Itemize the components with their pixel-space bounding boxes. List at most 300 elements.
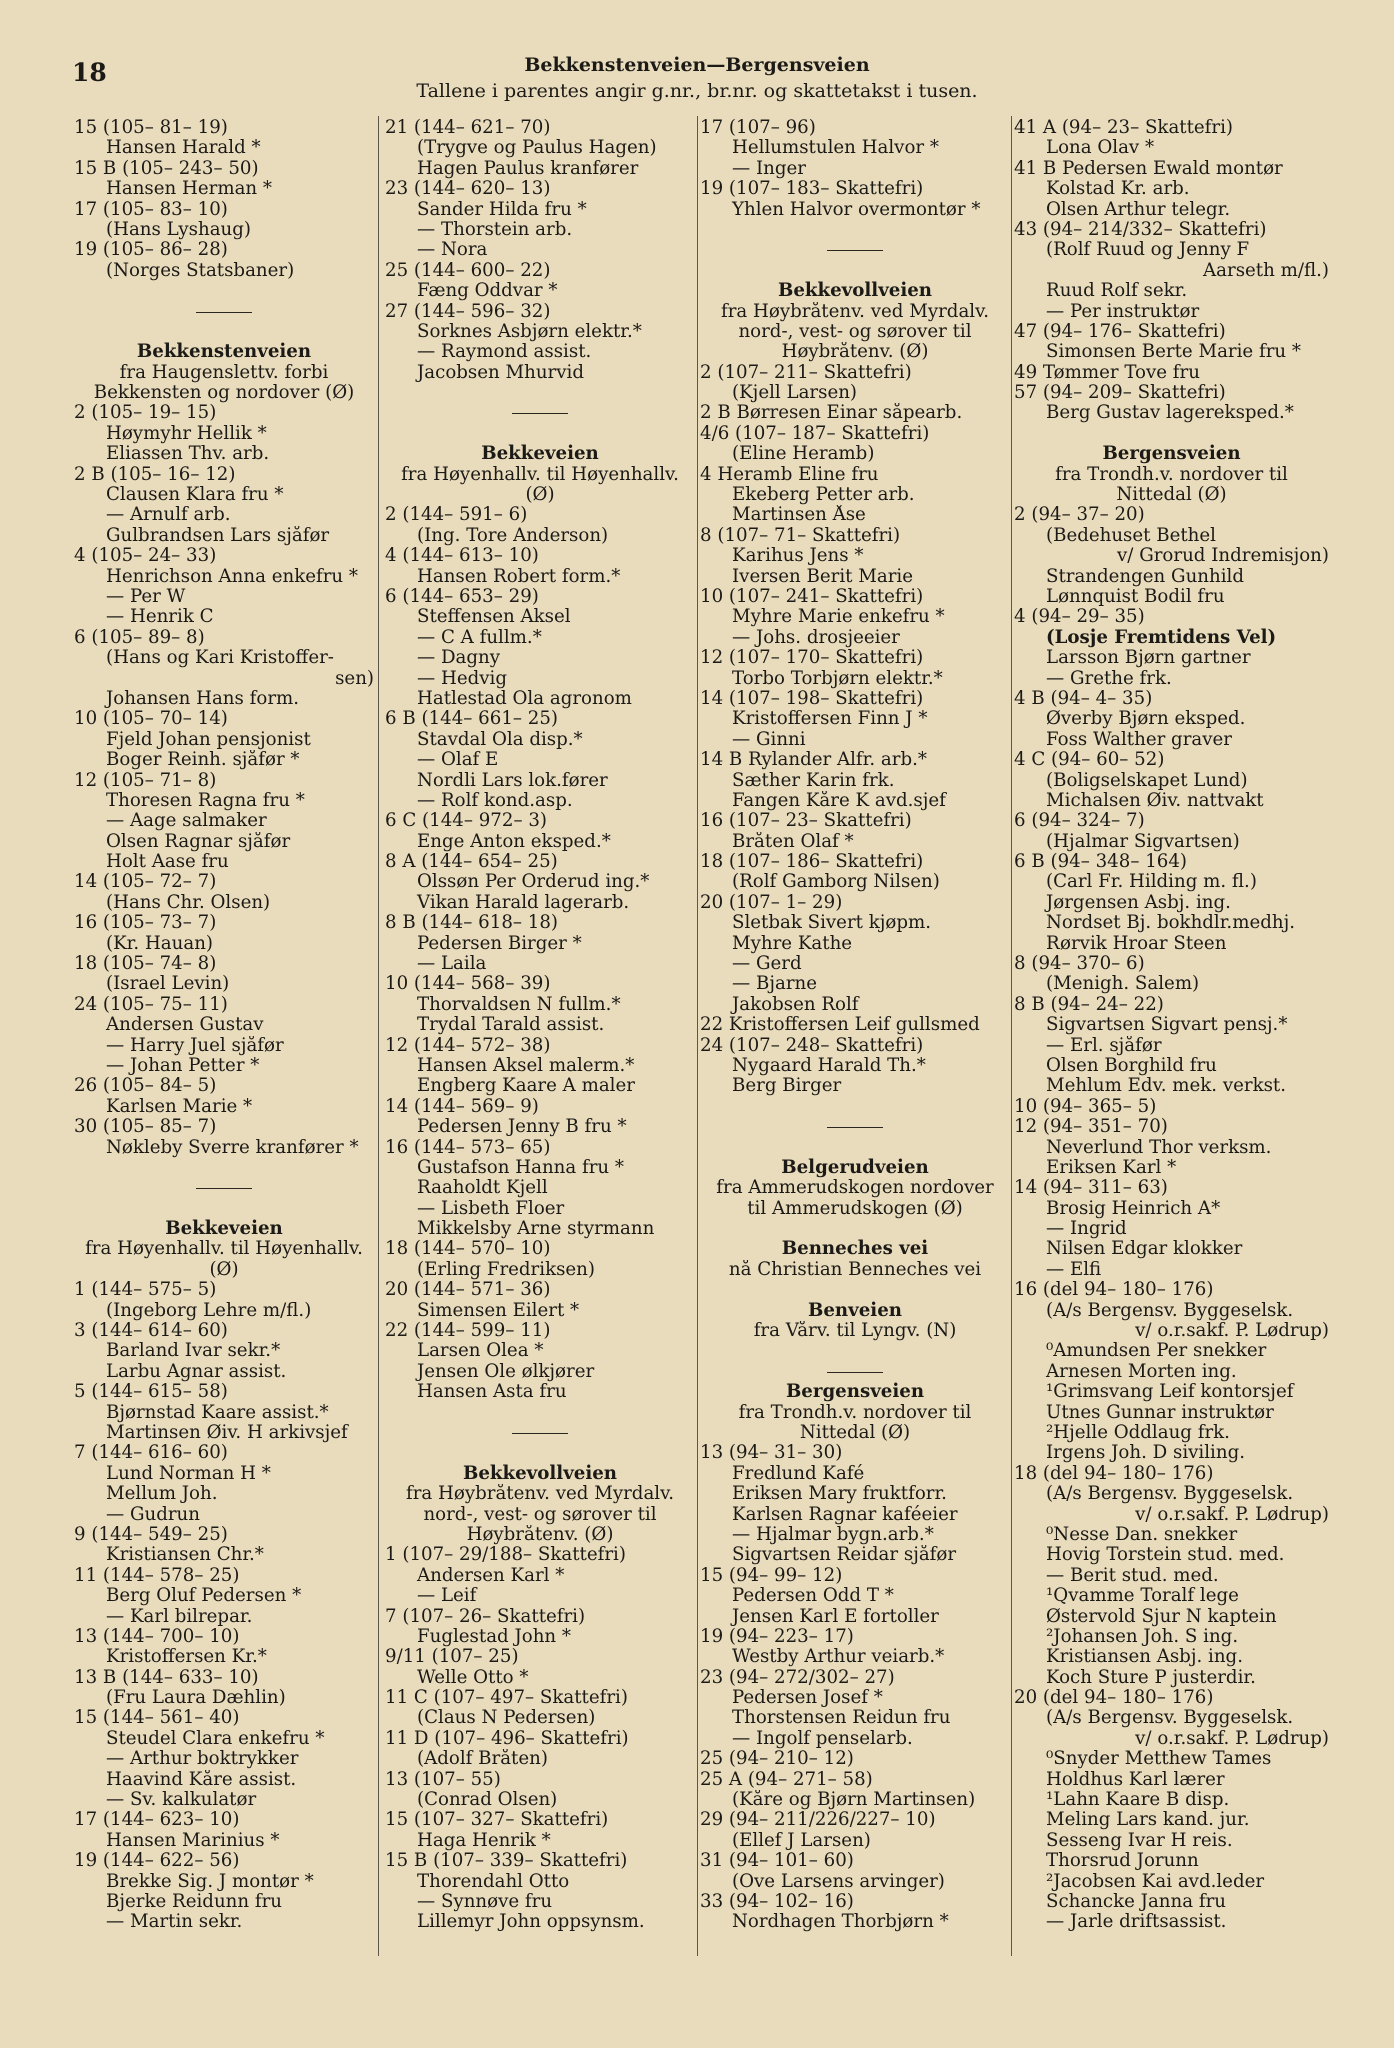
entry-line: — Ginni xyxy=(732,729,806,750)
street-description: fra Ammerudskogen nordover xyxy=(716,1178,994,1199)
entry-line: 2 (107– 211– Skattefri) xyxy=(700,362,912,383)
entry-line: — Martin sekr. xyxy=(106,1912,243,1933)
entry-line: — Johs. drosjeeier xyxy=(732,627,900,648)
entry-line: (Erling Fredriksen) xyxy=(417,1259,595,1280)
entry-line: Lønnquist Bodil fru xyxy=(1046,586,1225,607)
directory-column-2 xyxy=(385,118,695,1933)
spacer xyxy=(700,1280,1010,1300)
entry-line: Trydal Tarald assist. xyxy=(417,1015,605,1036)
entry-line: 23 (94– 272/302– 27) xyxy=(700,1667,895,1688)
street-description: fra Høybråtenv. ved Myrdalv. xyxy=(720,301,990,322)
entry-line: Mehlum Edv. mek. verkst. xyxy=(1046,1076,1287,1097)
entry-line: — Raymond assist. xyxy=(417,342,592,363)
entry-line: Koch Sture P justerdir. xyxy=(1046,1667,1256,1688)
entry-line: Sletbak Sivert kjøpm. xyxy=(732,913,932,934)
entry-line: Thoresen Ragna fru * xyxy=(106,790,305,811)
entry-line: 2 (105– 19– 15) xyxy=(74,403,217,424)
entry-line: 4/6 (107– 187– Skattefri) xyxy=(700,423,930,444)
entry-line: Hansen Asta fru xyxy=(417,1382,567,1403)
entry-line: Haga Henrik * xyxy=(417,1830,551,1851)
entry-line: Steffensen Aksel xyxy=(417,607,571,628)
entry-line: 8 A (144– 654– 25) xyxy=(385,852,558,873)
entry-line: Thorstensen Reidun fru xyxy=(732,1708,951,1729)
entry-line: (Hans og Kari Kristoffer- xyxy=(106,648,334,669)
entry-line: Haavind Kåre assist. xyxy=(106,1769,297,1790)
entry-line: 18 (105– 74– 8) xyxy=(74,954,217,975)
street-description: nord-, vest- og sørover til xyxy=(423,1504,657,1525)
entry-line: Bjerke Reidunn fru xyxy=(106,1891,283,1912)
entry-line: 12 (94– 351– 70) xyxy=(1014,1117,1168,1138)
entry-line: Hagen Paulus kranfører xyxy=(417,158,639,179)
entry-line: (Kr. Hauan) xyxy=(106,933,214,954)
entry-line: Hatlestad Ola agronom xyxy=(417,688,632,709)
entry-line: Pedersen Birger * xyxy=(417,933,582,954)
entry-line: 15 B (105– 243– 50) xyxy=(74,158,259,179)
street-description: fra Vårv. til Lyngv. (N) xyxy=(753,1321,957,1342)
entry-line: Fuglestad John * xyxy=(417,1626,572,1647)
street-description: nå Christian Benneches vei xyxy=(728,1259,982,1280)
entry-line: 11 D (107– 496– Skattefri) xyxy=(385,1728,629,1749)
entry-line: — Sv. kalkulatør xyxy=(106,1790,257,1811)
entry-line: ⁰Nesse Dan. snekker xyxy=(1046,1524,1238,1545)
entry-line: Eriksen Karl * xyxy=(1046,1157,1177,1178)
entry-line: Meling Lars kand. jur. xyxy=(1046,1810,1250,1831)
spacer xyxy=(1014,424,1329,444)
entry-line: Ekeberg Petter arb. xyxy=(732,485,915,506)
entry-line: Utnes Gunnar instruktør xyxy=(1046,1402,1274,1423)
entry-line: Brosig Heinrich A* xyxy=(1046,1198,1221,1219)
entry-line: 2 B (105– 16– 12) xyxy=(74,464,236,485)
street-heading: Bekkevollveien xyxy=(462,1463,618,1484)
section-divider xyxy=(385,403,695,423)
entry-line: 22 (144– 599– 11) xyxy=(385,1321,551,1342)
street-heading: Bekkeveien xyxy=(481,444,599,465)
entry-line: Høymyhr Hellik * xyxy=(106,423,267,444)
street-description: fra Haugenslettv. forbi xyxy=(119,362,329,383)
entry-line: — Nora xyxy=(417,240,488,261)
entry-line: Foss Walther graver xyxy=(1046,729,1232,750)
entry-line: 2 B Børresen Einar såpearb. xyxy=(700,403,963,424)
entry-line: Vikan Harald lagerarb. xyxy=(417,892,630,913)
entry-line: Fangen Kåre K avd.sjef xyxy=(732,790,946,811)
entry-line: 57 (94– 209– Skattefri) xyxy=(1014,383,1226,404)
entry-line: Holt Aase fru xyxy=(106,852,229,873)
spacer xyxy=(700,1138,1010,1158)
entry-line: Lillemyr John oppsynsm. xyxy=(417,1912,645,1933)
entry-line: Hansen Herman * xyxy=(106,179,273,200)
entry-line: (Ellef J Larsen) xyxy=(732,1830,871,1851)
entry-line: Hellumstulen Halvor * xyxy=(732,138,939,159)
entry-line: — Harry Juel sjåfør xyxy=(106,1035,284,1056)
entry-line: Barland Ivar sekr.* xyxy=(106,1341,281,1362)
entry-line: (Kjell Larsen) xyxy=(732,383,858,404)
entry-line: Yhlen Halvor overmontør * xyxy=(732,199,981,220)
entry-line: — Berit stud. med. xyxy=(1046,1565,1219,1586)
column-divider xyxy=(1011,116,1012,1956)
entry-line: (Hans Lyshaug) xyxy=(106,219,252,240)
section-divider xyxy=(700,240,1010,260)
entry-line: — Ingrid xyxy=(1046,1219,1127,1240)
entry-line: 8 (94– 370– 6) xyxy=(1014,954,1145,975)
entry-line: Sorknes Asbjørn elektr.* xyxy=(417,321,642,342)
entry-line: ¹Lahn Kaare B disp. xyxy=(1046,1790,1230,1811)
entry-line: Arnesen Morten ing. xyxy=(1046,1361,1237,1382)
entry-line: 25 A (94– 271– 58) xyxy=(700,1769,873,1790)
entry-line: Westby Arthur veiarb.* xyxy=(732,1647,945,1668)
entry-line: (Ing. Tore Anderson) xyxy=(417,525,609,546)
entry-line: Hansen Robert form.* xyxy=(417,566,621,587)
entry-line: ¹Qvamme Toralf lege xyxy=(1046,1586,1239,1607)
entry-line: (Israel Levin) xyxy=(106,974,230,995)
street-description: fra Høybråtenv. ved Myrdalv. xyxy=(405,1484,675,1505)
entry-line: Brekke Sig. J montør * xyxy=(106,1871,314,1892)
entry-line: 14 (105– 72– 7) xyxy=(74,872,217,893)
entry-line: 16 (144– 573– 65) xyxy=(385,1137,551,1158)
entry-line: Gulbrandsen Lars sjåfør xyxy=(106,525,330,546)
entry-line: 18 (107– 186– Skattefri) xyxy=(700,852,924,873)
entry-line: Holdhus Karl lærer xyxy=(1046,1769,1225,1790)
entry-line: 14 (144– 569– 9) xyxy=(385,1096,539,1117)
entry-line: 6 C (144– 972– 3) xyxy=(385,811,547,832)
entry-line: — Henrik C xyxy=(106,607,214,628)
entry-line: 24 (107– 248– Skattefri) xyxy=(700,1035,924,1056)
entry-line: Olsen Ragnar sjåfør xyxy=(106,831,291,852)
entry-line: — Karl bilrepar. xyxy=(106,1606,253,1627)
entry-line: 16 (del 94– 180– 176) xyxy=(1014,1280,1214,1301)
entry-line: 20 (144– 571– 36) xyxy=(385,1280,551,1301)
spacer xyxy=(385,424,695,444)
entry-line: Bjørnstad Kaare assist.* xyxy=(106,1402,329,1423)
entry-line: Henrichson Anna enkefru * xyxy=(106,566,358,587)
entry-line: Lund Norman H * xyxy=(106,1463,271,1484)
entry-line: (Losje Fremtidens Vel) xyxy=(1046,627,1277,648)
entry-line: 29 (94– 211/226/227– 10) xyxy=(700,1810,936,1831)
entry-line: (A/s Bergensv. Byggeselsk. xyxy=(1046,1708,1294,1729)
entry-line: 14 (94– 311– 63) xyxy=(1014,1178,1168,1199)
street-description: fra Trondh.v. nordover til xyxy=(738,1402,972,1423)
entry-line: — Johan Petter * xyxy=(106,1055,260,1076)
entry-line: — Dagny xyxy=(417,648,501,669)
entry-line: Michalsen Øiv. nattvakt xyxy=(1046,790,1264,811)
entry-line: — Olaf E xyxy=(417,750,499,771)
street-description: nord-, vest- og sørover til xyxy=(738,321,972,342)
entry-line: Jakobsen Rolf xyxy=(732,994,859,1015)
entry-line: — Laila xyxy=(417,954,487,975)
entry-line: Mikkelsby Arne styrmann xyxy=(417,1219,655,1240)
entry-line: Olsen Borghild fru xyxy=(1046,1055,1217,1076)
entry-line: 15 (144– 561– 40) xyxy=(74,1708,240,1729)
entry-line: Sesseng Ivar H reis. xyxy=(1046,1830,1233,1851)
entry-line: Fredlund Kafé xyxy=(732,1463,865,1484)
entry-line: — Inger xyxy=(732,158,806,179)
entry-line: 13 B (144– 633– 10) xyxy=(74,1667,259,1688)
column-divider xyxy=(378,116,379,1956)
entry-line: Hansen Marinius * xyxy=(106,1830,280,1851)
entry-line: Aarseth m/fl.) xyxy=(1203,260,1329,281)
street-description: Bekkensten og nordover (Ø) xyxy=(93,383,355,404)
entry-line: Eliassen Thv. arb. xyxy=(106,444,270,465)
entry-line: (Norges Statsbaner) xyxy=(106,260,295,281)
entry-line: (Boligselskapet Lund) xyxy=(1046,770,1248,791)
entry-line: Thorendahl Otto xyxy=(417,1871,570,1892)
entry-line: 18 (del 94– 180– 176) xyxy=(1014,1463,1214,1484)
section-divider xyxy=(74,302,374,322)
entry-line: 49 Tømmer Tove fru xyxy=(1014,362,1200,383)
entry-line: Simonsen Berte Marie fru * xyxy=(1046,342,1301,363)
entry-line: 41 A (94– 23– Skattefri) xyxy=(1014,118,1234,138)
entry-line: 3 (144– 614– 60) xyxy=(74,1321,228,1342)
entry-line: — Jarle driftsassist. xyxy=(1046,1912,1227,1933)
entry-line: Sigvartsen Reidar sjåfør xyxy=(732,1545,957,1566)
entry-line: 25 (144– 600– 22) xyxy=(385,260,551,281)
entry-line: — Ingolf penselarb. xyxy=(732,1728,913,1749)
street-description: (Ø) xyxy=(525,485,555,506)
entry-line: Kristiansen Chr.* xyxy=(106,1545,264,1566)
directory-column-1 xyxy=(74,118,374,1933)
entry-line: (Hans Chr. Olsen) xyxy=(106,892,271,913)
entry-line: 4 C (94– 60– 52) xyxy=(1014,750,1165,771)
entry-line: 14 (107– 198– Skattefri) xyxy=(700,688,924,709)
entry-line: 2 (144– 591– 6) xyxy=(385,505,528,526)
entry-line: 21 (144– 621– 70) xyxy=(385,118,551,138)
entry-line: 6 (144– 653– 29) xyxy=(385,586,539,607)
street-heading: Bekkenstenveien xyxy=(136,342,312,363)
street-heading: Bergensveien xyxy=(785,1382,925,1403)
entry-line: (A/s Bergensv. Byggeselsk. xyxy=(1046,1484,1294,1505)
column-divider xyxy=(697,116,698,1956)
entry-line: Nordhagen Thorbjørn * xyxy=(732,1912,949,1933)
entry-line: Nordset Bj. bokhdlr.medhj. xyxy=(1046,913,1296,934)
entry-line: Kolstad Kr. arb. xyxy=(1046,179,1190,200)
entry-line: Andersen Karl * xyxy=(417,1565,565,1586)
entry-line: (Claus N Pedersen) xyxy=(417,1708,596,1729)
spacer xyxy=(74,1199,374,1219)
entry-line: Ruud Rolf sekr. xyxy=(1046,281,1188,302)
entry-line: Nilsen Edgar klokker xyxy=(1046,1239,1243,1260)
entry-line: Nøkleby Sverre kranfører * xyxy=(106,1137,359,1158)
entry-line: Sander Hilda fru * xyxy=(417,199,587,220)
entry-line: 1 (144– 575– 5) xyxy=(74,1280,217,1301)
entry-line: 13 (144– 700– 10) xyxy=(74,1626,240,1647)
section-divider xyxy=(700,1117,1010,1137)
entry-line: 25 (94– 210– 12) xyxy=(700,1749,854,1770)
entry-line: Martinsen Åse xyxy=(732,505,866,526)
entry-line: sen) xyxy=(335,668,374,689)
entry-line: Larsen Olea * xyxy=(417,1341,544,1362)
entry-line: 30 (105– 85– 7) xyxy=(74,1117,217,1138)
street-heading: Benneches vei xyxy=(781,1239,929,1260)
entry-line: 8 B (144– 618– 18) xyxy=(385,913,559,934)
entry-line: (Rolf Ruud og Jenny F xyxy=(1046,240,1250,261)
entry-line: — Arnulf arb. xyxy=(106,505,231,526)
entry-line: Boger Reinh. sjåfør * xyxy=(106,750,300,771)
entry-line: Karihus Jens * xyxy=(732,546,864,567)
entry-line: 12 (107– 170– Skattefri) xyxy=(700,648,924,669)
entry-line: 15 (107– 327– Skattefri) xyxy=(385,1810,609,1831)
entry-line: ²Hjelle Oddlaug frk. xyxy=(1046,1423,1230,1443)
entry-line: 47 (94– 176– Skattefri) xyxy=(1014,321,1226,342)
entry-line: 10 (105– 70– 14) xyxy=(74,709,228,730)
entry-line: — Leif xyxy=(417,1586,477,1607)
entry-line: (Conrad Olsen) xyxy=(417,1790,558,1811)
entry-line: 4 (94– 29– 35) xyxy=(1014,607,1145,628)
entry-line: 4 Heramb Eline fru xyxy=(700,464,879,485)
entry-line: ⁰Amundsen Per snekker xyxy=(1046,1341,1267,1362)
entry-line: Jensen Ole ølkjører xyxy=(417,1361,595,1382)
entry-line: Schancke Janna fru xyxy=(1046,1891,1226,1912)
entry-line: 12 (105– 71– 8) xyxy=(74,770,217,791)
entry-line: 16 (107– 23– Skattefri) xyxy=(700,811,912,832)
entry-line: 6 B (94– 348– 164) xyxy=(1014,852,1188,873)
entry-line: Enge Anton eksped.* xyxy=(417,831,611,852)
entry-line: 20 (del 94– 180– 176) xyxy=(1014,1688,1214,1709)
entry-line: 27 (144– 596– 32) xyxy=(385,301,551,322)
entry-line: 31 (94– 101– 60) xyxy=(700,1851,854,1872)
spacer xyxy=(700,1341,1010,1361)
entry-line: 19 (105– 86– 28) xyxy=(74,240,228,261)
entry-line: — Thorstein arb. xyxy=(417,219,573,240)
entry-line: Welle Otto * xyxy=(417,1667,529,1688)
entry-line: Berg Oluf Pedersen * xyxy=(106,1586,302,1607)
entry-line: Larbu Agnar assist. xyxy=(106,1361,287,1382)
entry-line: 19 (94– 223– 17) xyxy=(700,1626,854,1647)
entry-line: Jacobsen Mhurvid xyxy=(417,362,584,383)
entry-line: 14 B Rylander Alfr. arb.* xyxy=(700,750,927,771)
entry-line: 1 (107– 29/188– Skattefri) xyxy=(385,1545,626,1566)
entry-line: 4 (144– 613– 10) xyxy=(385,546,539,567)
entry-line: (Trygve og Paulus Hagen) xyxy=(417,138,657,159)
directory-column-3 xyxy=(700,118,1010,1933)
entry-line: — Hedvig xyxy=(417,668,507,689)
street-description: Nittedal (Ø) xyxy=(1116,485,1227,506)
spacer xyxy=(700,1097,1010,1117)
entry-line: 10 (94– 365– 5) xyxy=(1014,1096,1157,1117)
entry-line: — Arthur boktrykker xyxy=(106,1749,299,1770)
entry-line: — Aage salmaker xyxy=(106,811,267,832)
entry-line: 6 (94– 324– 7) xyxy=(1014,811,1145,832)
entry-line: 19 (107– 183– Skattefri) xyxy=(700,179,924,200)
entry-line: 15 (94– 99– 12) xyxy=(700,1565,843,1586)
entry-line: ⁰Snyder Metthew Tames xyxy=(1046,1749,1272,1770)
entry-line: Raaholdt Kjell xyxy=(417,1178,548,1199)
entry-line: (Rolf Gamborg Nilsen) xyxy=(732,872,940,893)
entry-line: 9 (144– 549– 25) xyxy=(74,1524,228,1545)
entry-line: — Erl. sjåfør xyxy=(1046,1035,1162,1056)
entry-line: Øverby Bjørn eksped. xyxy=(1046,709,1246,730)
street-heading: Bekkeveien xyxy=(165,1219,283,1240)
entry-line: Simensen Eilert * xyxy=(417,1300,580,1321)
spacer xyxy=(385,1443,695,1463)
entry-line: — Synnøve fru xyxy=(417,1891,553,1912)
entry-line: 5 (144– 615– 58) xyxy=(74,1382,228,1403)
section-divider xyxy=(700,1362,1010,1382)
entry-line: 8 (107– 71– Skattefri) xyxy=(700,525,901,546)
entry-line: ²Johansen Joh. S ing. xyxy=(1046,1626,1239,1647)
entry-line: Irgens Joh. D siviling. xyxy=(1046,1443,1246,1464)
spacer xyxy=(74,322,374,342)
entry-line: Olssøn Per Orderud ing.* xyxy=(417,872,650,893)
street-description: til Ammerudskogen (Ø) xyxy=(747,1198,963,1219)
entry-line: Mellum Joh. xyxy=(106,1484,218,1505)
entry-line: Clausen Klara fru * xyxy=(106,485,284,506)
street-description: Nittedal (Ø) xyxy=(799,1423,911,1443)
street-heading: Bergensveien xyxy=(1102,444,1241,465)
street-heading: Belgerudveien xyxy=(781,1157,929,1178)
entry-line: Sæther Karin frk. xyxy=(732,770,895,791)
section-divider xyxy=(385,1423,695,1443)
street-description: fra Trondh.v. nordover til xyxy=(1055,464,1288,485)
entry-line: — Gudrun xyxy=(106,1504,200,1525)
entry-line: 23 (144– 620– 13) xyxy=(385,179,551,200)
entry-line: Rørvik Hroar Steen xyxy=(1046,933,1227,954)
entry-line: 10 (107– 241– Skattefri) xyxy=(700,586,924,607)
entry-line: Andersen Gustav xyxy=(106,1015,264,1036)
street-description: fra Høyenhallv. til Høyenhallv. xyxy=(85,1239,363,1260)
spacer xyxy=(385,1403,695,1423)
entry-line: Kristoffersen Finn J * xyxy=(732,709,928,730)
entry-line: Myhre Marie enkefru * xyxy=(732,607,945,628)
entry-line: 8 B (94– 24– 22) xyxy=(1014,994,1164,1015)
entry-line: Stavdal Ola disp.* xyxy=(417,729,583,750)
entry-line: Iversen Berit Marie xyxy=(732,566,913,587)
entry-line: Pedersen Josef * xyxy=(732,1688,883,1709)
entry-line: 4 B (94– 4– 35) xyxy=(1014,688,1153,709)
street-description: (Ø) xyxy=(209,1259,239,1280)
entry-line: (A/s Bergensv. Byggeselsk. xyxy=(1046,1300,1294,1321)
entry-line: 17 (107– 96) xyxy=(700,118,816,138)
entry-line: Fæng Oddvar * xyxy=(417,281,558,302)
entry-line: Karlsen Marie * xyxy=(106,1096,253,1117)
street-description: Høybråtenv. (Ø) xyxy=(466,1524,614,1545)
entry-line: Kristoffersen Kr.* xyxy=(106,1647,267,1668)
entry-line: 11 (144– 578– 25) xyxy=(74,1565,240,1586)
entry-line: (Fru Laura Dæhlin) xyxy=(106,1688,286,1709)
entry-line: — Hjalmar bygn.arb.* xyxy=(732,1524,934,1545)
entry-line: 2 (94– 37– 20) xyxy=(1014,505,1145,526)
spacer xyxy=(700,1219,1010,1239)
entry-line: — Grethe frk. xyxy=(1046,668,1172,689)
entry-line: — Bjarne xyxy=(732,974,817,995)
entry-line: 4 (105– 24– 33) xyxy=(74,546,217,567)
entry-line: Sigvartsen Sigvart pensj.* xyxy=(1046,1015,1288,1036)
entry-line: (Bedehuset Bethel xyxy=(1046,525,1216,546)
entry-line: — Elfi xyxy=(1046,1259,1102,1280)
street-description: fra Høyenhallv. til Høyenhallv. xyxy=(401,464,679,485)
entry-line: 22 Kristoffersen Leif gullsmed xyxy=(700,1015,980,1036)
spacer xyxy=(74,281,374,301)
entry-line: ²Jacobsen Kai avd.leder xyxy=(1046,1871,1265,1892)
entry-line: (Kåre og Bjørn Martinsen) xyxy=(732,1790,976,1811)
street-heading: Benveien xyxy=(807,1300,902,1321)
entry-line: v/ o.r.sakf. P. Lødrup) xyxy=(1135,1504,1329,1525)
entry-line: Hansen Aksel malerm.* xyxy=(417,1055,635,1076)
entry-line: Gustafson Hanna fru * xyxy=(417,1157,625,1178)
entry-line: Engberg Kaare A maler xyxy=(417,1076,635,1097)
entry-line: (Hjalmar Sigvartsen) xyxy=(1046,831,1240,852)
entry-line: 13 (107– 55) xyxy=(385,1769,501,1790)
spacer xyxy=(74,1158,374,1178)
entry-line: Karlsen Ragnar kaféeier xyxy=(732,1504,958,1525)
entry-line: v/ o.r.sakf. P. Lødrup) xyxy=(1135,1728,1329,1749)
entry-line: 41 B Pedersen Ewald montør xyxy=(1014,158,1283,179)
entry-line: — C A fullm.* xyxy=(417,627,542,648)
spacer xyxy=(700,220,1010,240)
entry-line: Bråten Olaf * xyxy=(732,831,854,852)
entry-line: Thorvaldsen N fullm.* xyxy=(417,994,621,1015)
entry-line: Neverlund Thor verksm. xyxy=(1046,1137,1272,1158)
entry-line: 11 C (107– 497– Skattefri) xyxy=(385,1688,628,1709)
entry-line: 12 (144– 572– 38) xyxy=(385,1035,551,1056)
